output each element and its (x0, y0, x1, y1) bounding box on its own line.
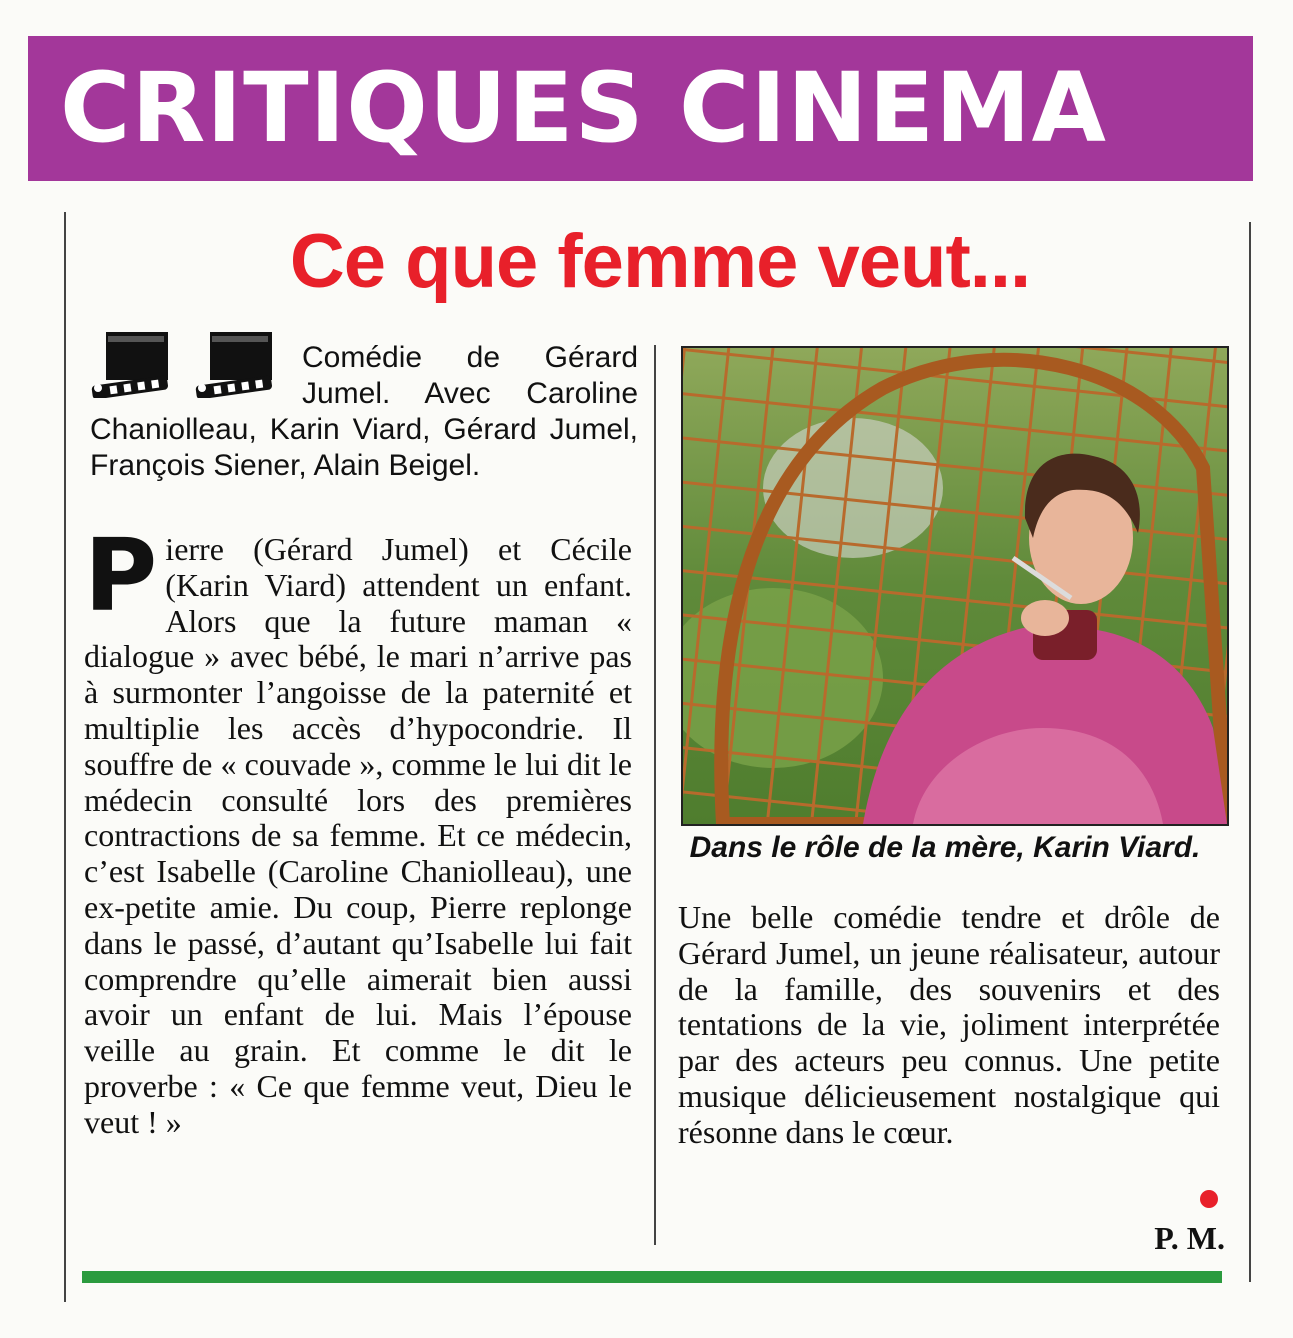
synopsis (84, 517, 632, 1141)
bottom-rule (82, 1271, 1222, 1283)
film-still-photo (681, 346, 1229, 826)
article-title: Ce que femme veut... (289, 219, 1031, 304)
section-banner (28, 36, 1253, 181)
review-text: Une belle comédie tendre et drôle de Gérard Jumel, un jeune réalisateur, autour de la famille, des souvenirs et des tentations de la vie, joliment interprétée par des acteurs peu connus. Une petite musique délicieusement nostalgique qui résonne dans le cœur. (678, 899, 1220, 1150)
end-mark-dot (1200, 1190, 1218, 1208)
right-column-rule (1249, 222, 1251, 1282)
left-column-rule (64, 212, 66, 1302)
center-column-rule (654, 345, 656, 1245)
synopsis-text: ierre (Gérard Jumel) et Cécile (Karin Viard) attendent un enfant. Alors que la future maman « dialogue » avec bébé, le mari n’arrive pas à surmonter l’angoisse de la paternité et multiplie les accès d’hypocondrie. Il souffre de « couvade », comme le lui dit le médecin consulté lors des premières contractions de sa femme. Et ce médecin, c’est Isabelle (Caroline Chaniolleau), une ex-petite amie. Du coup, Pierre replonge dans le passé, d’autant qu’Isabelle lui fait comprendre qu’elle aimerait bien aussi avoir un enfant de lui. Mais l’épouse veille au grain. Et comme le dit le proverbe : « Ce que femme veut, Dieu le veut ! » (84, 531, 632, 1140)
author-signature: P. M. (1154, 1220, 1225, 1256)
photo-caption: Dans le rôle de la mère, Karin Viard. (689, 831, 1201, 864)
drop-cap: P (84, 517, 158, 634)
section-title: CRITIQUES CINEMA (60, 52, 1107, 164)
film-credits: Comédie de Gérard Jumel. Avec Caroline Chaniolleau, Karin Viard, Gérard Jumel, François Siener, Alain Beigel. (90, 341, 638, 482)
